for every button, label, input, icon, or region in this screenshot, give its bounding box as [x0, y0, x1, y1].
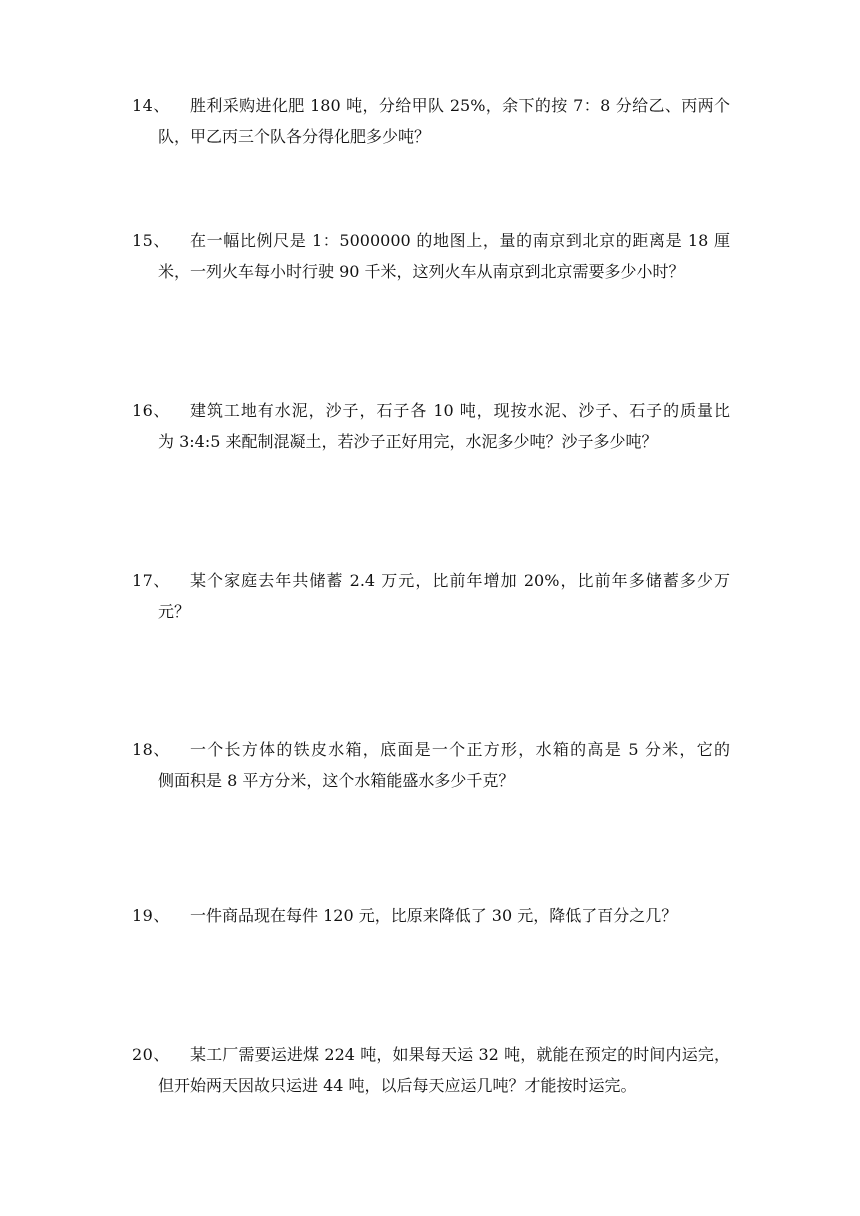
problem-number: 19、 [132, 906, 170, 925]
problem-text-line-1: 某个家庭去年共储蓄 2.4 万元，比前年增加 20%，比前年多储蓄多少万 [190, 571, 730, 590]
problem-text-line-2: 但开始两天因故只运进 44 吨，以后每天应运几吨？才能按时运完。 [158, 1076, 637, 1095]
problem-text-line-2: 队，甲乙丙三个队各分得化肥多少吨？ [158, 127, 431, 146]
problem-number: 20、 [132, 1045, 170, 1064]
problem-number: 14、 [132, 96, 170, 115]
problem-text-line-2: 侧面积是 8 平方分米，这个水箱能盛水多少千克？ [158, 771, 515, 790]
problem-text-line-1: 建筑工地有水泥，沙子，石子各 10 吨，现按水泥、沙子、石子的质量比 [190, 401, 730, 420]
problem-number: 17、 [132, 571, 170, 590]
problem-text-line-2: 元？ [158, 602, 191, 621]
problem-text-line-1: 一个长方体的铁皮水箱，底面是一个正方形，水箱的高是 5 分米，它的 [190, 740, 730, 759]
problem-text-line-2: 为 3:4:5 来配制混凝土，若沙子正好用完，水泥多少吨？沙子多少吨？ [158, 432, 658, 451]
problem-text-line-2: 米，一列火车每小时行驶 90 千米，这列火车从南京到北京需要多少小时？ [158, 262, 685, 281]
problem-number: 15、 [132, 231, 170, 250]
problem-number: 16、 [132, 401, 170, 420]
problem-text-line-1: 胜利采购进化肥 180 吨，分给甲队 25%，余下的按 7：8 分给乙、丙两个 [190, 96, 730, 115]
problem-text-line-1: 在一幅比例尺是 1：5000000 的地图上，量的南京到北京的距离是 18 厘 [190, 231, 730, 250]
problem-text-line-1: 某工厂需要运进煤 224 吨，如果每天运 32 吨，就能在预定的时间内运完， [190, 1045, 730, 1064]
problem-number: 18、 [132, 740, 170, 759]
problem-text-line-1: 一件商品现在每件 120 元，比原来降低了 30 元，降低了百分之几？ [190, 906, 678, 925]
